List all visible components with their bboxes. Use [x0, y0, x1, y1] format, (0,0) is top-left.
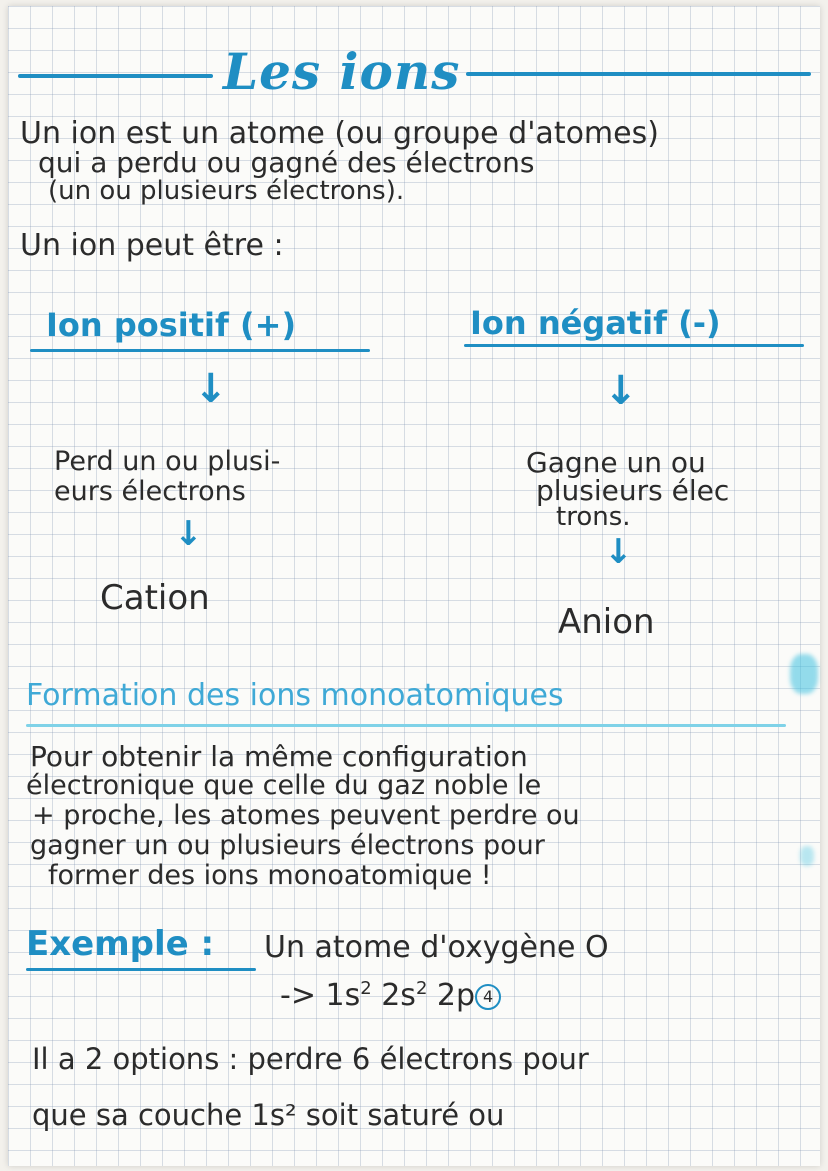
intro-line-3: (un ou plusieurs électrons).	[48, 176, 405, 206]
last-line: que sa couche 1s² soit saturé ou	[32, 1098, 505, 1132]
positive-desc-line-1: Perd un ou plusi-	[54, 446, 281, 477]
intro-line-2: qui a perdu ou gagné des électrons	[38, 146, 535, 179]
intro-line-1: Un ion est un atome (ou groupe d'atomes)	[20, 116, 659, 151]
positive-result: Cation	[100, 578, 210, 618]
negative-arrow-1: ↓	[604, 368, 638, 414]
negative-arrow-2: ↓	[604, 532, 633, 572]
positive-arrow-2: ↓	[174, 514, 203, 554]
negative-desc-line-2: plusieurs élec	[536, 474, 730, 507]
negative-ion-heading: Ion négatif (-)	[470, 304, 721, 342]
formation-line-2: électronique que celle du gaz noble le	[26, 770, 542, 801]
config-mid-2: 2p	[427, 978, 476, 1013]
formation-heading: Formation des ions monoatomiques	[26, 678, 564, 713]
title-rule-right	[466, 72, 811, 76]
formation-line-5: former des ions monoatomique !	[48, 860, 492, 891]
page-title: Les ions	[223, 42, 461, 101]
config-exp-1: 2	[360, 978, 372, 999]
example-label: Exemple :	[26, 924, 215, 964]
config-exp-2: 2	[415, 978, 428, 999]
intro-line-4: Un ion peut être :	[20, 228, 284, 263]
circled-electron-count: 4	[475, 984, 501, 1010]
negative-result: Anion	[558, 602, 655, 642]
formation-line-4: gagner un ou plusieurs électrons pour	[30, 830, 545, 861]
negative-heading-underline	[464, 344, 804, 347]
ink-smudge-small	[800, 846, 814, 866]
electron-configuration	[280, 978, 501, 1013]
example-underline	[26, 968, 256, 971]
config-prefix: -> 1s	[280, 978, 361, 1013]
positive-desc-line-2: eurs électrons	[54, 476, 246, 507]
formation-line-1: Pour obtenir la même configuration	[30, 740, 528, 773]
positive-heading-underline	[30, 349, 370, 352]
positive-ion-heading: Ion positif (+)	[46, 306, 297, 344]
example-text: Un atome d'oxygène O	[264, 930, 609, 965]
negative-desc-line-1: Gagne un ou	[526, 446, 706, 479]
formation-underline	[26, 724, 786, 727]
formation-line-3: + proche, les atomes peuvent perdre ou	[32, 800, 580, 831]
negative-desc-line-3: trons.	[556, 502, 631, 532]
positive-arrow-1: ↓	[194, 366, 228, 412]
options-line: Il a 2 options : perdre 6 électrons pour	[32, 1042, 589, 1076]
config-mid-1: 2s	[371, 978, 416, 1013]
ink-smudge	[790, 654, 818, 694]
notebook-page	[8, 6, 820, 1166]
title-rule-left	[18, 74, 213, 78]
